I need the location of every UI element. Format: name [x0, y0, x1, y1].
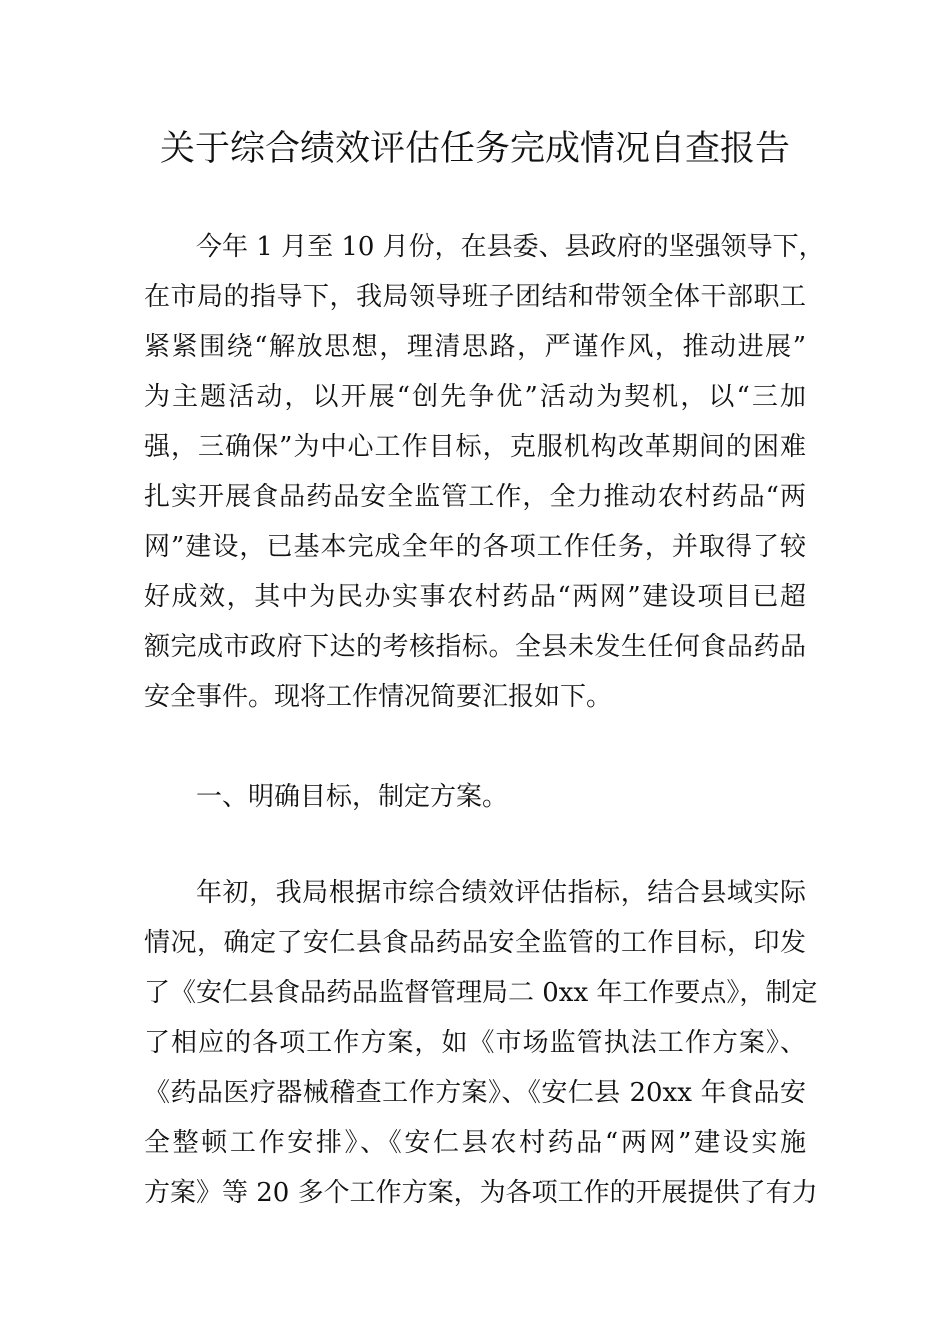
text-line: 在市局的指导下，我局领导班子团结和带领全体干部职工 — [144, 282, 806, 312]
paragraph-section-1 — [144, 868, 818, 1218]
document-title: 关于综合绩效评估任务完成情况自查报告 — [159, 129, 790, 169]
text-line: 强，三确保”为中心工作目标，克服机构改革期间的困难 — [144, 432, 806, 462]
paragraph-intro — [144, 222, 825, 722]
text-line: 年初，我局根据市综合绩效评估指标，结合县域实际 — [196, 878, 806, 908]
text-line: 安全事件。现将工作情况简要汇报如下。 — [144, 682, 613, 712]
text-line: 网”建设，已基本完成全年的各项工作任务，并取得了较 — [144, 532, 806, 562]
text-line: 方案》等 20 多个工作方案，为各项工作的开展提供了有力 — [144, 1178, 818, 1208]
text-line: 扎实开展食品药品安全监管工作，全力推动农村药品“两 — [144, 482, 806, 512]
section-heading-1 — [144, 772, 806, 822]
text-line: 为主题活动，以开展“创先争优”活动为契机，以“三加 — [144, 382, 806, 412]
text-line: 了相应的各项工作方案，如《市场监管执法工作方案》、 — [144, 1028, 806, 1058]
text-line: 全整顿工作安排》、《安仁县农村药品“两网”建设实施 — [144, 1128, 806, 1158]
section-heading-text: 一、明确目标，制定方案。 — [196, 782, 509, 812]
text-line: 今年 1 月至 10 月份，在县委、县政府的坚强领导下， — [196, 232, 825, 262]
text-line: 紧紧围绕“解放思想，理清思路，严谨作风，推动进展” — [144, 332, 806, 362]
text-line: 《药品医疗器械稽查工作方案》、《安仁县 20xx 年食品安 — [144, 1078, 806, 1108]
text-line: 情况，确定了安仁县食品药品安全监管的工作目标，印发 — [144, 928, 806, 958]
text-line: 额完成市政府下达的考核指标。全县未发生任何食品药品 — [144, 632, 806, 662]
text-line: 好成效，其中为民办实事农村药品“两网”建设项目已超 — [144, 582, 806, 612]
text-line: 了《安仁县食品药品监督管理局二 0xx 年工作要点》，制定 — [144, 978, 818, 1008]
